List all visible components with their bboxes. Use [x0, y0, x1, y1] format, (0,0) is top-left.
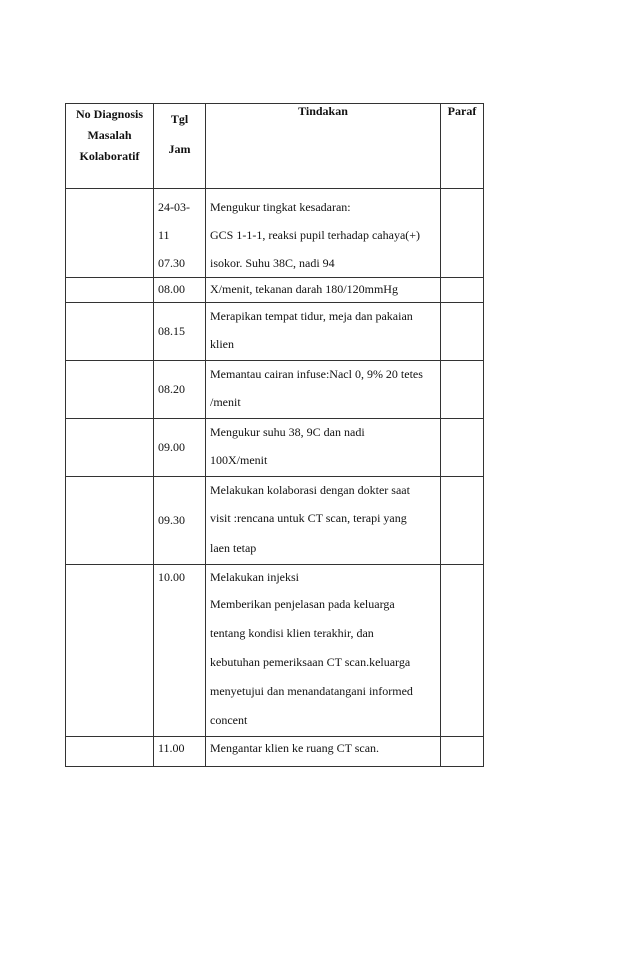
signature-cell [441, 565, 484, 737]
time-cell [154, 565, 206, 737]
action-text: visit :rencana untuk CT scan, terapi yang [210, 511, 407, 525]
nursing-action-table [65, 103, 484, 767]
header-signature: Paraf [441, 104, 484, 189]
diagnosis-cell [66, 361, 154, 419]
action-text: GCS 1-1-1, reaksi pupil terhadap cahaya(+) [210, 228, 421, 242]
diagnosis-cell [66, 303, 154, 361]
action-text: Memantau cairan infuse:Nacl 0, 9% 20 tetes [210, 367, 423, 381]
action-text: klien [210, 337, 234, 351]
action-text: Memberikan penjelasan pada keluarga [210, 597, 395, 611]
diagnosis-cell [66, 278, 154, 303]
table-row [66, 189, 484, 278]
diagnosis-cell [66, 565, 154, 737]
time-text: 11 [158, 228, 170, 242]
header-date-line: Tgl [170, 112, 189, 126]
header-diagnosis-line: Masalah [87, 128, 132, 142]
action-text: /menit [210, 395, 241, 409]
diagnosis-cell [66, 477, 154, 565]
time-cell [154, 303, 206, 361]
table-row [66, 737, 484, 767]
action-text: menyetujui dan menandatangani informed [210, 684, 413, 698]
time-cell [154, 189, 206, 278]
time-text: 07.30 [158, 256, 185, 270]
action-cell [206, 477, 441, 565]
time-text: 09.30 [158, 513, 185, 527]
header-time-line: Jam [168, 142, 191, 156]
signature-cell [441, 477, 484, 565]
signature-cell [441, 278, 484, 303]
diagnosis-cell [66, 189, 154, 278]
header-date-time [154, 104, 206, 189]
header-diagnosis-line: No Diagnosis [75, 107, 143, 121]
action-cell [206, 278, 441, 303]
table-row [66, 565, 484, 737]
action-text: Mengantar klien ke ruang CT scan. [210, 741, 380, 755]
signature-cell [441, 419, 484, 477]
action-text: Mengukur suhu 38, 9C dan nadi [210, 425, 365, 439]
time-text: 08.15 [158, 324, 185, 338]
signature-cell [441, 189, 484, 278]
header-diagnosis [66, 104, 154, 189]
action-text: laen tetap [210, 541, 257, 555]
time-cell [154, 737, 206, 767]
action-text: Mengukur tingkat kesadaran: [210, 200, 351, 214]
action-cell [206, 737, 441, 767]
time-cell [154, 278, 206, 303]
table-header-row [66, 104, 484, 189]
action-cell [206, 419, 441, 477]
table-row [66, 477, 484, 565]
action-text: concent [210, 713, 248, 727]
time-cell [154, 477, 206, 565]
header-diagnosis-line: Kolaboratif [79, 149, 140, 163]
header-action: Tindakan [206, 104, 441, 189]
time-cell [154, 419, 206, 477]
action-text: tentang kondisi klien terakhir, dan [210, 626, 374, 640]
table-row [66, 278, 484, 303]
action-text: kebutuhan pemeriksaan CT scan.keluarga [210, 655, 411, 669]
action-text: Melakukan kolaborasi dengan dokter saat [210, 483, 410, 497]
signature-cell [441, 361, 484, 419]
time-text: 09.00 [158, 440, 185, 454]
time-text: 08.00 [158, 282, 185, 296]
action-text: 100X/menit [210, 453, 268, 467]
table-row [66, 419, 484, 477]
diagnosis-cell [66, 419, 154, 477]
action-text: isokor. Suhu 38C, nadi 94 [210, 256, 335, 270]
action-cell [206, 189, 441, 278]
table-row [66, 361, 484, 419]
diagnosis-cell [66, 737, 154, 767]
action-cell [206, 361, 441, 419]
time-text: 11.00 [158, 741, 185, 755]
time-text: 08.20 [158, 382, 185, 396]
action-text: Merapikan tempat tidur, meja dan pakaian [210, 309, 413, 323]
action-text: Melakukan injeksi [210, 570, 299, 584]
signature-cell [441, 737, 484, 767]
action-text: X/menit, tekanan darah 180/120mmHg [210, 282, 398, 296]
time-text: 10.00 [158, 570, 185, 584]
time-cell [154, 361, 206, 419]
action-cell [206, 303, 441, 361]
table-row [66, 303, 484, 361]
time-text: 24-03- [158, 200, 190, 214]
signature-cell [441, 303, 484, 361]
action-cell [206, 565, 441, 737]
